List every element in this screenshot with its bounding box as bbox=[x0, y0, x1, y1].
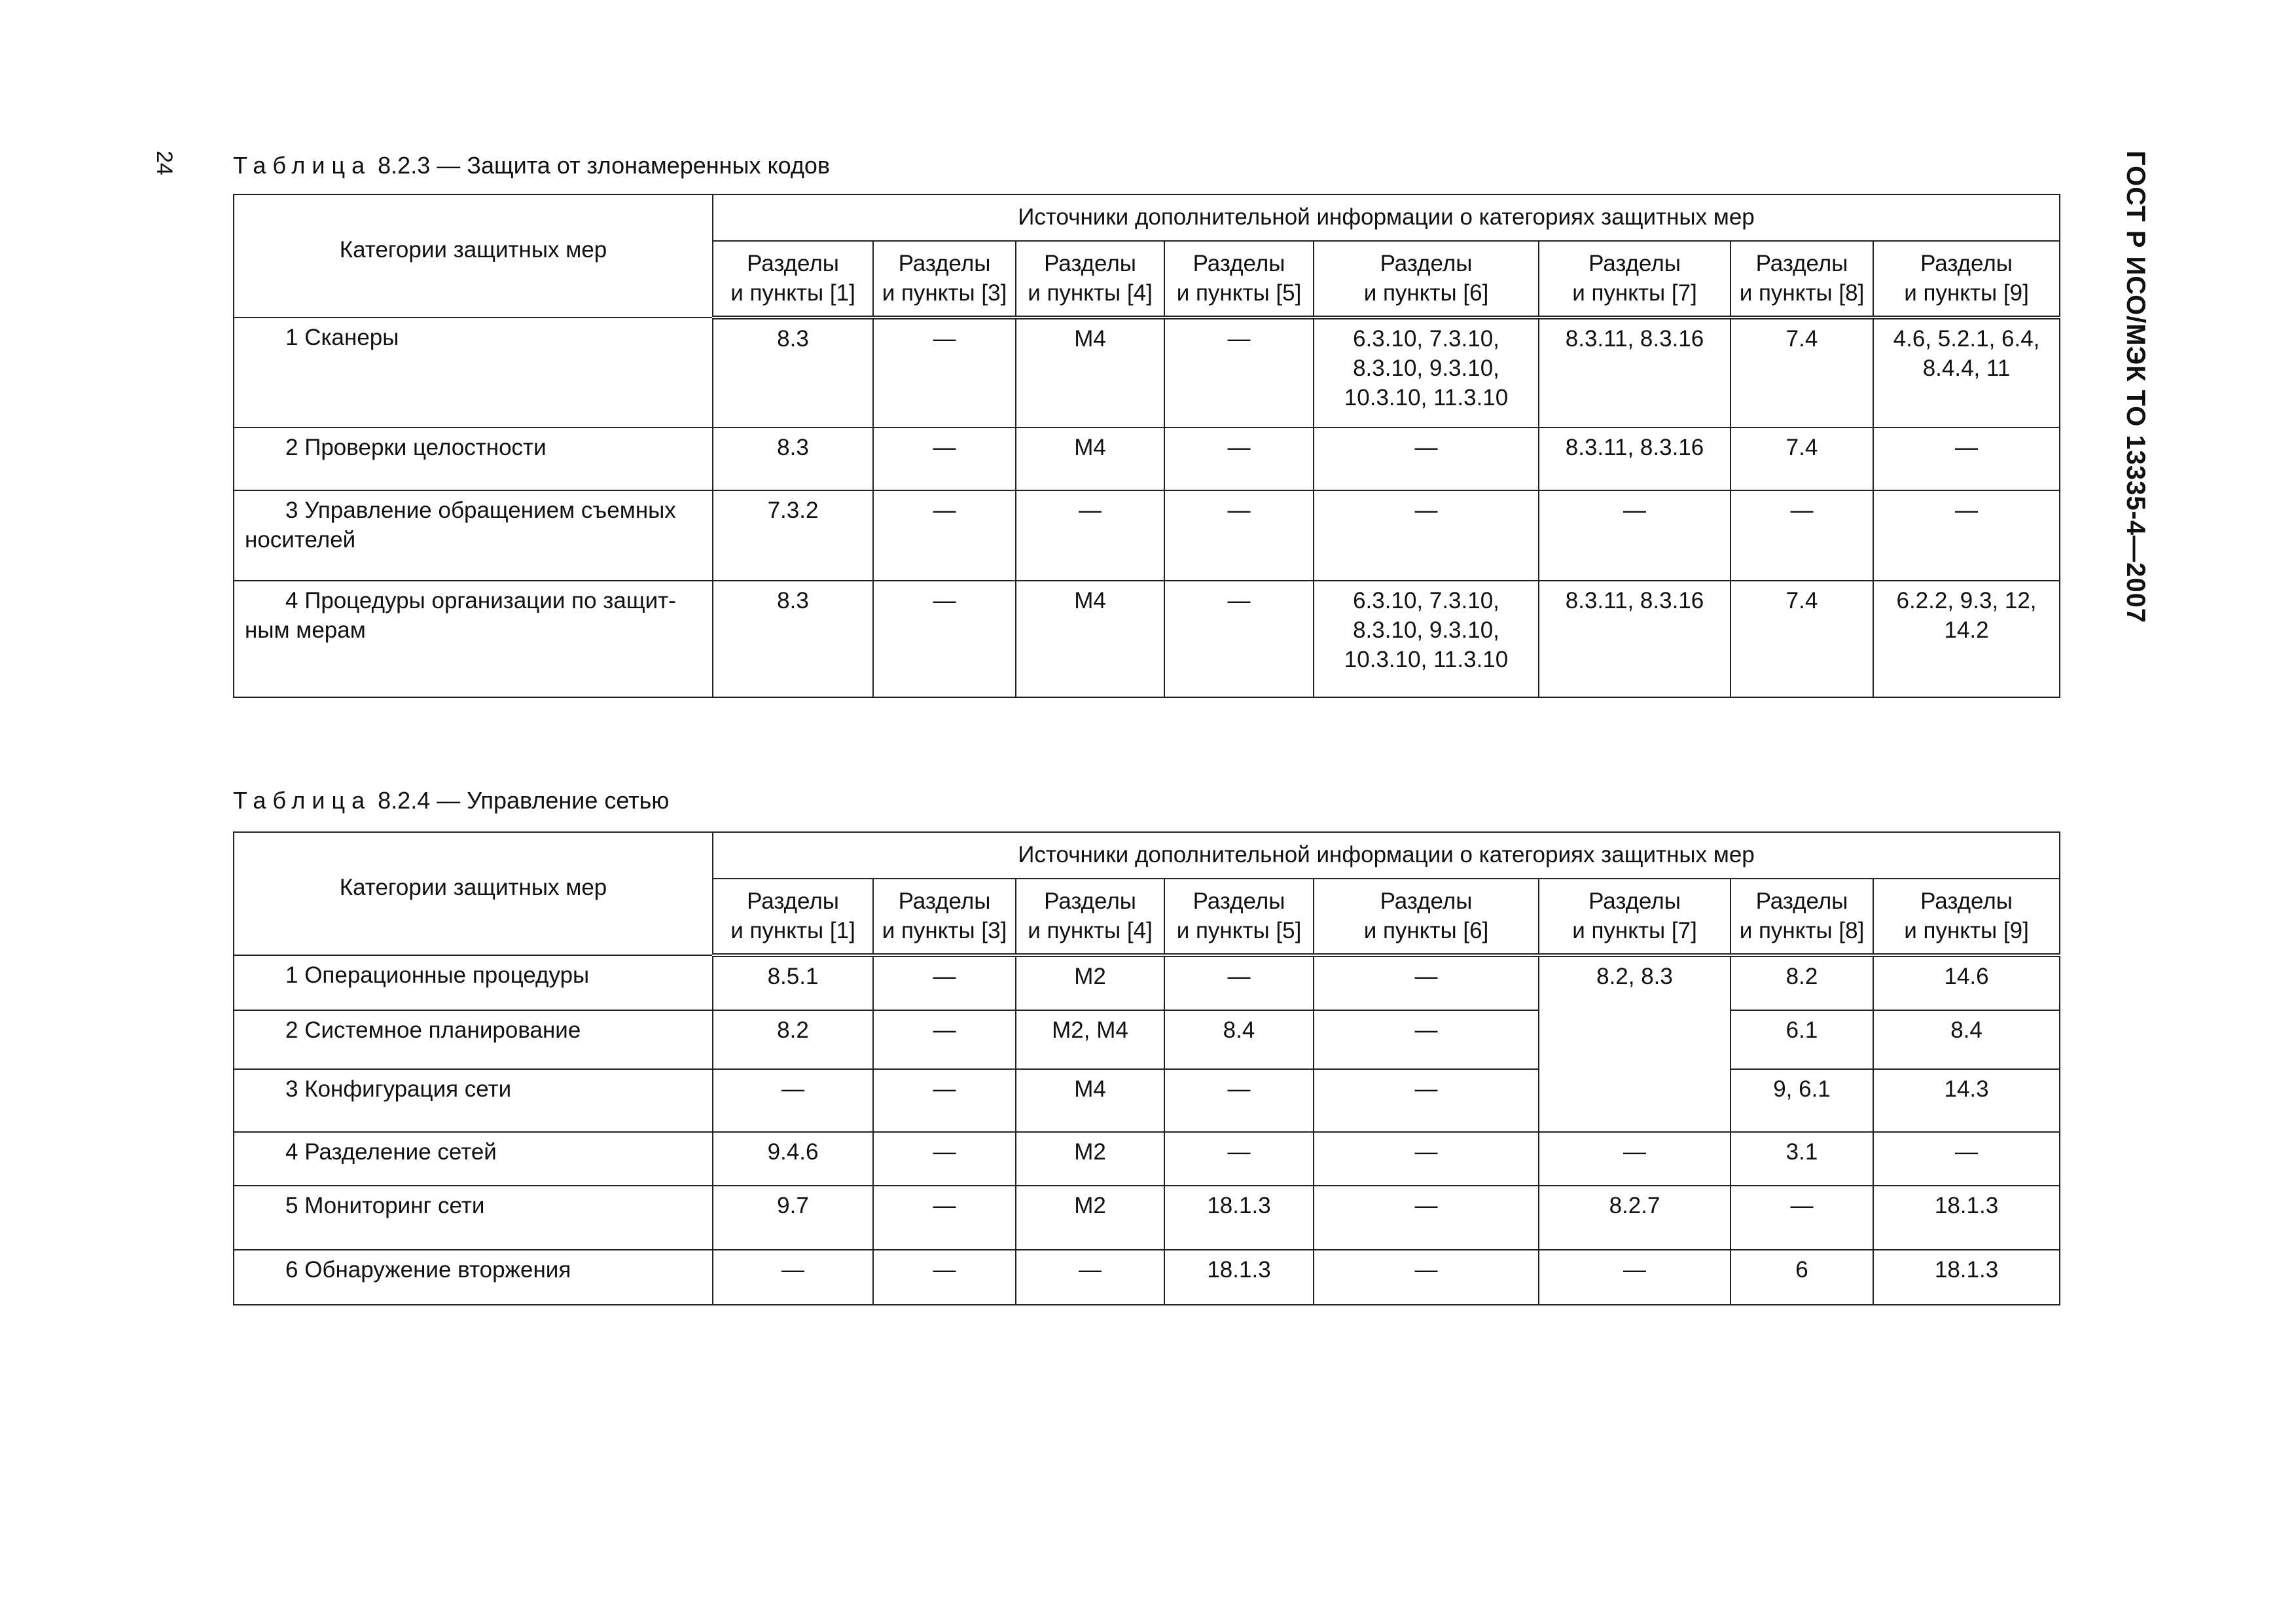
table-cell: — bbox=[1314, 1250, 1539, 1305]
table-row bbox=[234, 318, 2060, 428]
table-cell: — bbox=[1164, 1132, 1314, 1186]
table-cell: — bbox=[1731, 490, 1873, 581]
table-cell: — bbox=[873, 490, 1016, 581]
table2-category: 3 Конфигурация сети bbox=[234, 1069, 713, 1132]
table-row bbox=[234, 1250, 2060, 1305]
table-cell: M2, M4 bbox=[1016, 1010, 1164, 1069]
table-cell: 7.4 bbox=[1731, 581, 1873, 697]
table-cell: — bbox=[873, 1132, 1016, 1186]
table2-col-header: Разделы и пункты [1] bbox=[713, 879, 873, 956]
table1-category: 1 Сканеры bbox=[234, 318, 713, 428]
table2-col-header: Разделы и пункты [8] bbox=[1731, 879, 1873, 956]
table-cell: — bbox=[873, 318, 1016, 428]
table-cell: — bbox=[873, 1186, 1016, 1250]
table-cell: 7.3.2 bbox=[713, 490, 873, 581]
table1-header-categories: Категории защитных мер bbox=[234, 194, 713, 318]
table-cell: 18.1.3 bbox=[1873, 1250, 2060, 1305]
table-cell: 6.3.10, 7.3.10, 8.3.10, 9.3.10, 10.3.10, 11.3.10 bbox=[1314, 318, 1539, 428]
table1-caption-word: Таблица bbox=[233, 152, 372, 179]
table-cell: 8.3.11, 8.3.16 bbox=[1539, 428, 1731, 490]
table-cell: 9.4.6 bbox=[713, 1132, 873, 1186]
table2-category: 2 Системное планирование bbox=[234, 1010, 713, 1069]
table1-category: 3 Управление обращением съемных носителей bbox=[234, 490, 713, 581]
table-cell: — bbox=[1314, 1069, 1539, 1132]
table-cell: — bbox=[1314, 490, 1539, 581]
table-cell: — bbox=[1016, 490, 1164, 581]
table-cell: M2 bbox=[1016, 1132, 1164, 1186]
table-cell: 9, 6.1 bbox=[1731, 1069, 1873, 1132]
table1-col-header: Разделы и пункты [9] bbox=[1873, 241, 2060, 318]
table1-header-sources: Источники дополнительной информации о категориях защитных мер bbox=[713, 194, 2060, 241]
table-cell: M4 bbox=[1016, 428, 1164, 490]
table1-col-header: Разделы и пункты [4] bbox=[1016, 241, 1164, 318]
table2-col-header: Разделы и пункты [9] bbox=[1873, 879, 2060, 956]
table-cell: M4 bbox=[1016, 318, 1164, 428]
table-cell: 8.4 bbox=[1873, 1010, 2060, 1069]
table-row bbox=[234, 1010, 2060, 1069]
table-cell: — bbox=[1539, 1250, 1731, 1305]
table-cell: — bbox=[873, 1250, 1016, 1305]
table-cell: 8.3 bbox=[713, 318, 873, 428]
table-cell: — bbox=[1731, 1186, 1873, 1250]
table-cell: 6.2.2, 9.3, 12, 14.2 bbox=[1873, 581, 2060, 697]
table-cell: — bbox=[1016, 1250, 1164, 1305]
table-cell: 8.2 bbox=[713, 1010, 873, 1069]
table-cell: — bbox=[1873, 490, 2060, 581]
table-row bbox=[234, 1069, 2060, 1132]
table1-caption bbox=[233, 152, 830, 179]
table-cell: 18.1.3 bbox=[1873, 1186, 2060, 1250]
table1-col-header: Разделы и пункты [7] bbox=[1539, 241, 1731, 318]
table-cell: 14.3 bbox=[1873, 1069, 2060, 1132]
table2-caption-word: Таблица bbox=[233, 787, 372, 814]
table1-col-header: Разделы и пункты [1] bbox=[713, 241, 873, 318]
table-cell: 4.6, 5.2.1, 6.4, 8.4.4, 11 bbox=[1873, 318, 2060, 428]
table2-category: 5 Мониторинг сети bbox=[234, 1186, 713, 1250]
table-row bbox=[234, 428, 2060, 490]
table-row bbox=[234, 1132, 2060, 1186]
table-cell: 8.3.11, 8.3.16 bbox=[1539, 318, 1731, 428]
table2-caption-title: 8.2.4 — Управление сетью bbox=[371, 787, 670, 814]
table-cell: — bbox=[1164, 490, 1314, 581]
table-cell: 6 bbox=[1731, 1250, 1873, 1305]
table-row bbox=[234, 955, 2060, 1010]
table-cell: 9.7 bbox=[713, 1186, 873, 1250]
table-cell: 18.1.3 bbox=[1164, 1186, 1314, 1250]
table-cell: — bbox=[1164, 318, 1314, 428]
table-cell: — bbox=[873, 428, 1016, 490]
table1-category: 4 Процедуры организации по защит- ным мерам bbox=[234, 581, 713, 697]
table-row bbox=[234, 581, 2060, 697]
table-cell: 8.3 bbox=[713, 428, 873, 490]
table-cell: — bbox=[713, 1250, 873, 1305]
table2-category: 4 Разделение сетей bbox=[234, 1132, 713, 1186]
table-cell: 7.4 bbox=[1731, 428, 1873, 490]
table-cell: — bbox=[1873, 1132, 2060, 1186]
page-number: 24 bbox=[152, 151, 177, 175]
table-cell: M2 bbox=[1016, 1186, 1164, 1250]
table2-caption bbox=[233, 787, 669, 814]
table-8-2-3 bbox=[233, 194, 2060, 698]
table-cell: — bbox=[1314, 955, 1539, 1010]
table-cell: 8.3 bbox=[713, 581, 873, 697]
table-cell: — bbox=[873, 1069, 1016, 1132]
table2-col-header: Разделы и пункты [3] bbox=[873, 879, 1016, 956]
table-cell: 14.6 bbox=[1873, 955, 2060, 1010]
table-cell: 3.1 bbox=[1731, 1132, 1873, 1186]
table-cell-merged: 8.2, 8.3 bbox=[1539, 955, 1731, 1132]
table-cell: — bbox=[873, 581, 1016, 697]
table-cell: 6.1 bbox=[1731, 1010, 1873, 1069]
table2-header-sources: Источники дополнительной информации о категориях защитных мер bbox=[713, 832, 2060, 879]
table-cell: — bbox=[1164, 1069, 1314, 1132]
table-row bbox=[234, 490, 2060, 581]
table-cell: M2 bbox=[1016, 955, 1164, 1010]
table2-col-header: Разделы и пункты [5] bbox=[1164, 879, 1314, 956]
table1-col-header: Разделы и пункты [3] bbox=[873, 241, 1016, 318]
table-cell: 8.2 bbox=[1731, 955, 1873, 1010]
table2-header-categories: Категории защитных мер bbox=[234, 832, 713, 955]
table-cell: — bbox=[1314, 428, 1539, 490]
table1-col-header: Разделы и пункты [8] bbox=[1731, 241, 1873, 318]
table-cell: — bbox=[1539, 490, 1731, 581]
table-cell: — bbox=[1314, 1010, 1539, 1069]
table-cell: 8.4 bbox=[1164, 1010, 1314, 1069]
table-cell: — bbox=[873, 955, 1016, 1010]
table-cell: 7.4 bbox=[1731, 318, 1873, 428]
table-cell: — bbox=[1873, 428, 2060, 490]
table-cell: 8.3.11, 8.3.16 bbox=[1539, 581, 1731, 697]
table1-caption-title: 8.2.3 — Защита от злонамеренных кодов bbox=[371, 152, 830, 179]
table2-col-header: Разделы и пункты [7] bbox=[1539, 879, 1731, 956]
table-cell: 18.1.3 bbox=[1164, 1250, 1314, 1305]
table-cell: — bbox=[1314, 1186, 1539, 1250]
table-cell: M4 bbox=[1016, 581, 1164, 697]
table2-col-header: Разделы и пункты [4] bbox=[1016, 879, 1164, 956]
table-row bbox=[234, 1186, 2060, 1250]
table1-col-header: Разделы и пункты [6] bbox=[1314, 241, 1539, 318]
table-cell: 6.3.10, 7.3.10, 8.3.10, 9.3.10, 10.3.10, 11.3.10 bbox=[1314, 581, 1539, 697]
table-cell: — bbox=[713, 1069, 873, 1132]
table2-category: 6 Обнаружение вторжения bbox=[234, 1250, 713, 1305]
document-code: ГОСТ Р ИСО/МЭК ТО 13335-4—2007 bbox=[2121, 151, 2150, 624]
table-cell: 8.5.1 bbox=[713, 955, 873, 1010]
table-cell: 8.2.7 bbox=[1539, 1186, 1731, 1250]
table-cell: — bbox=[1314, 1132, 1539, 1186]
table2-category: 1 Операционные процедуры bbox=[234, 955, 713, 1010]
table-cell: — bbox=[1164, 955, 1314, 1010]
table1-col-header: Разделы и пункты [5] bbox=[1164, 241, 1314, 318]
table-cell: M4 bbox=[1016, 1069, 1164, 1132]
table-cell: — bbox=[873, 1010, 1016, 1069]
table-cell: — bbox=[1164, 581, 1314, 697]
table-cell: — bbox=[1539, 1132, 1731, 1186]
table1-category: 2 Проверки целостности bbox=[234, 428, 713, 490]
table-cell: — bbox=[1164, 428, 1314, 490]
table2-col-header: Разделы и пункты [6] bbox=[1314, 879, 1539, 956]
table-8-2-4 bbox=[233, 831, 2060, 1305]
